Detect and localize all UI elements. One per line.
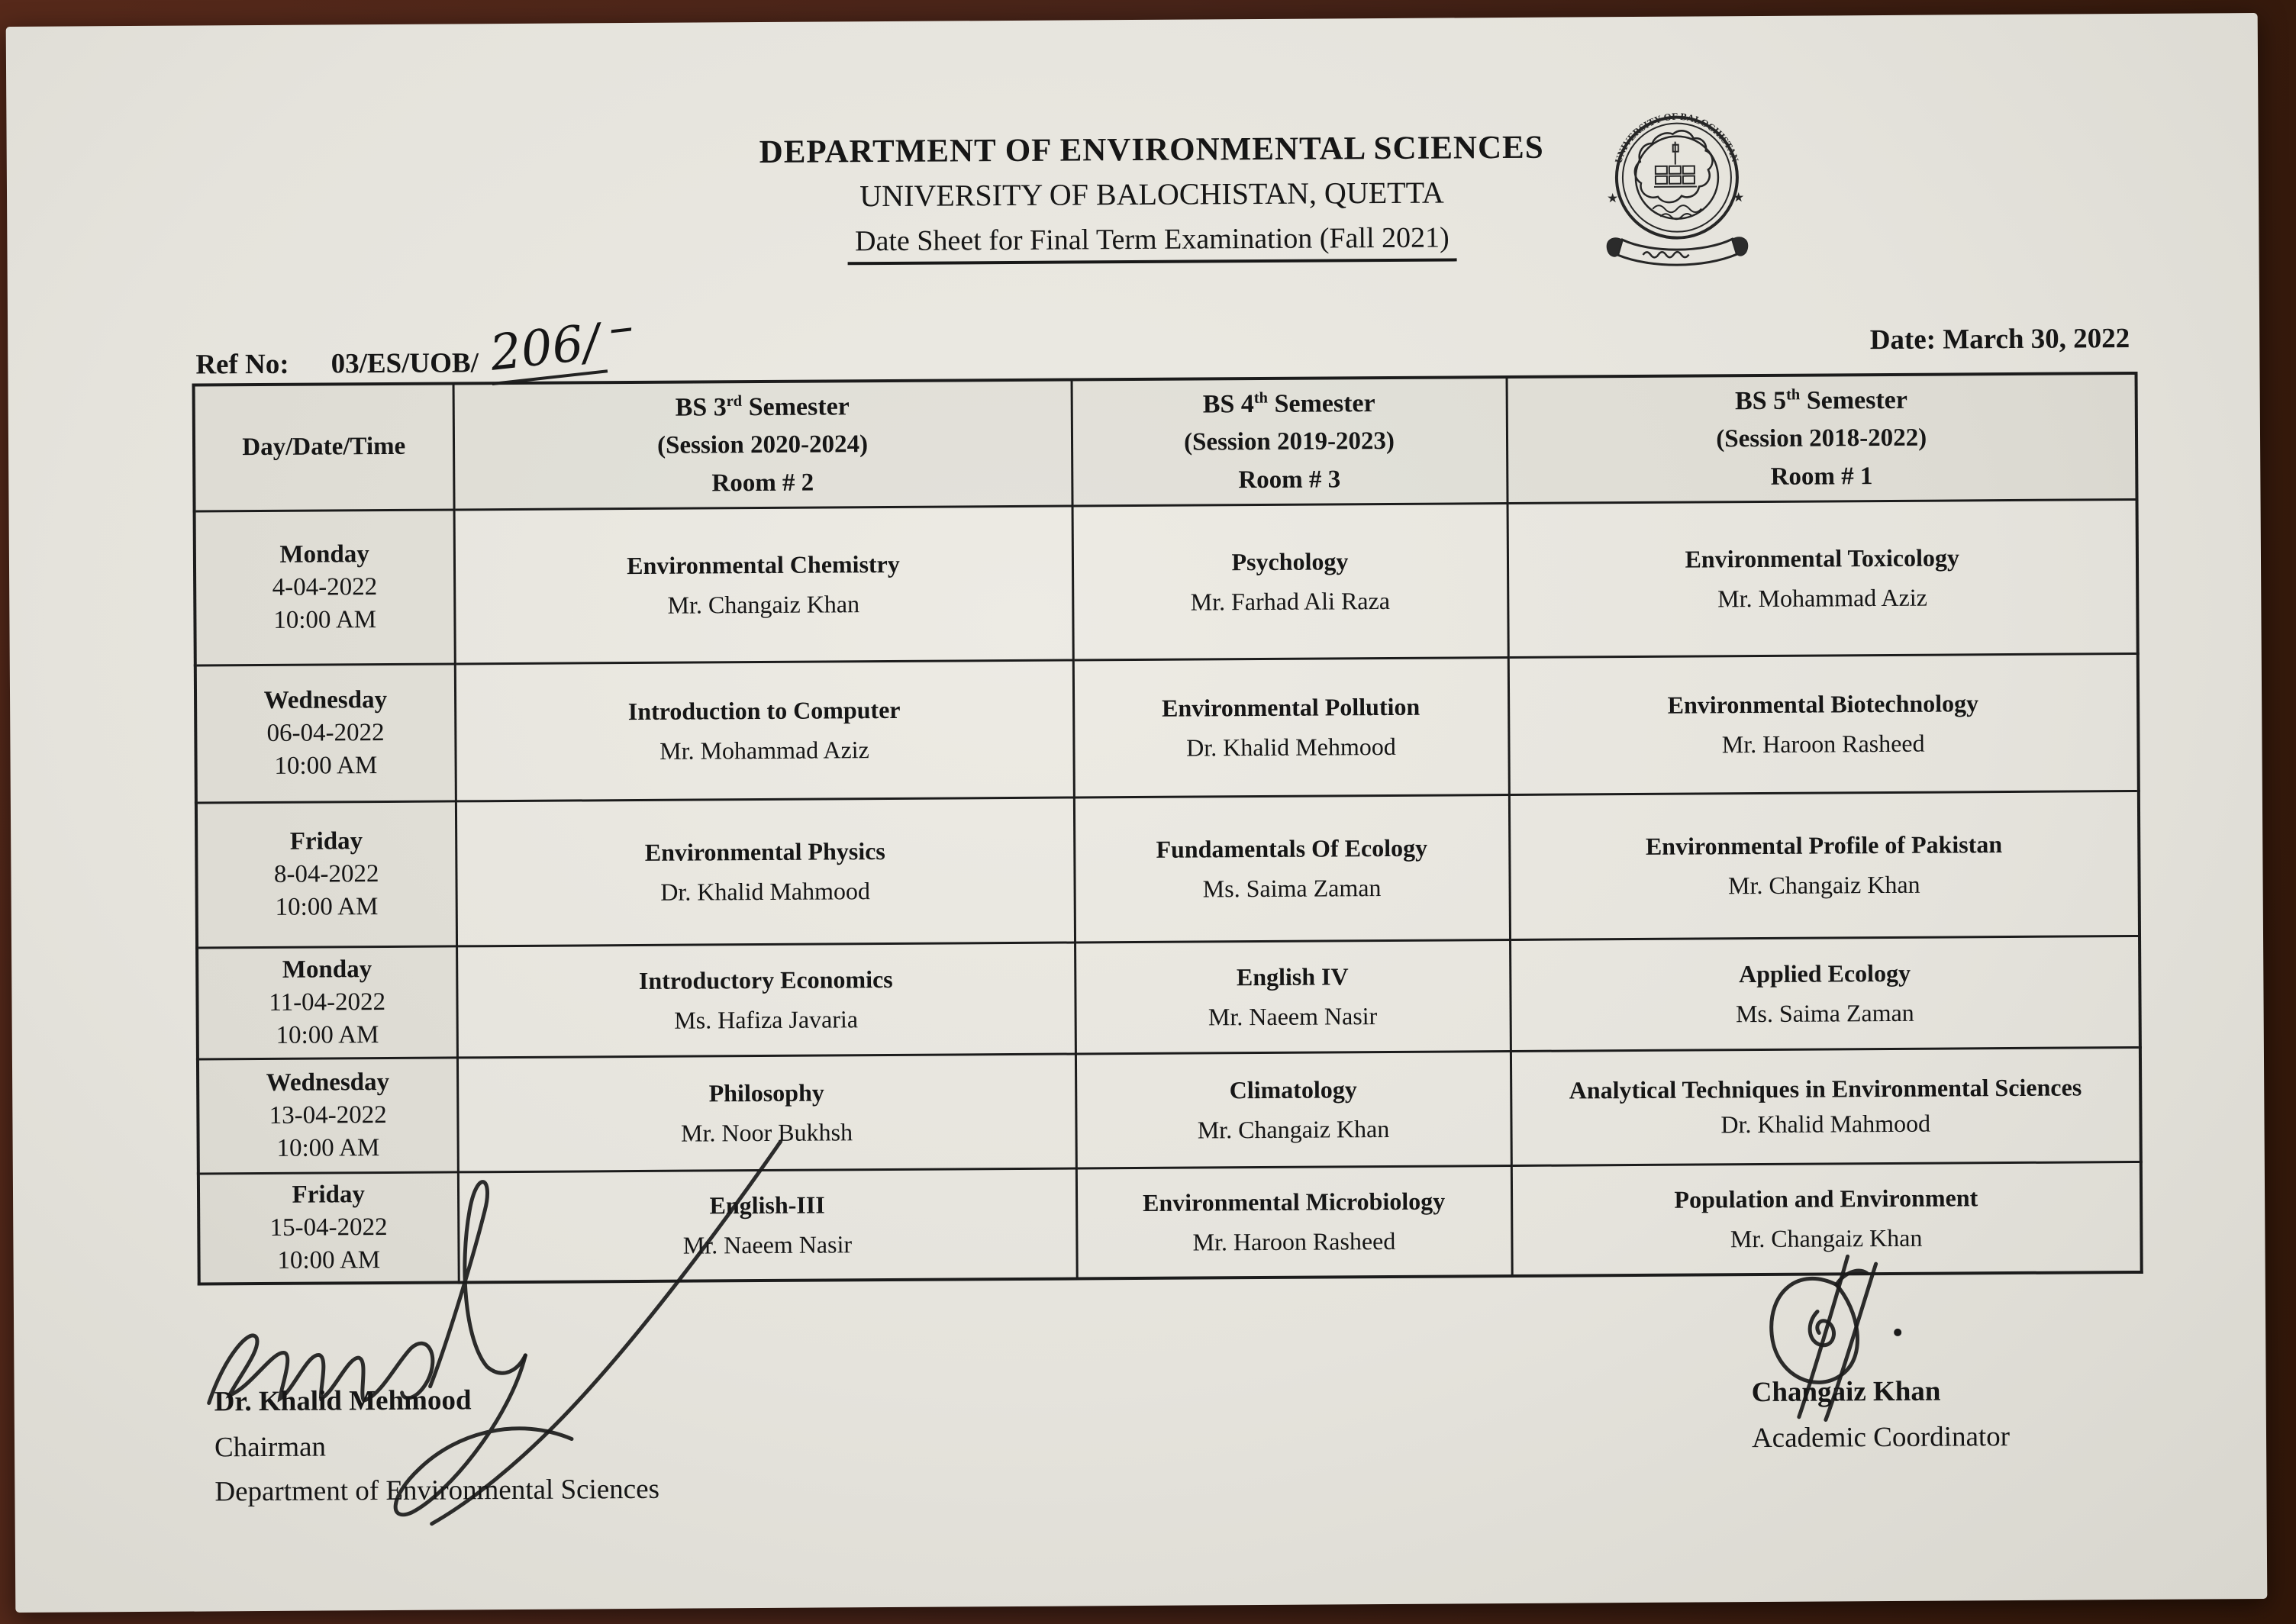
ref-no-label: Ref No: — [195, 348, 289, 381]
table-row — [196, 791, 2140, 948]
date-label: Date: — [1869, 324, 1936, 356]
day-cell: Wednesday 06-04-2022 10:00 AM — [195, 664, 456, 803]
exam-cell: Introduction to Computer Mr. Mohammad Aziz — [455, 660, 1074, 801]
coordinator-name: Changaiz Khan — [1751, 1375, 1941, 1409]
exam-cell: Psychology Mr. Farhad Ali Raza — [1072, 504, 1508, 660]
exam-cell: Environmental Physics Dr. Khalid Mahmood — [456, 798, 1075, 946]
seal-urdu-script-icon — [1653, 205, 1701, 219]
day-cell: Monday 11-04-2022 10:00 AM — [197, 946, 457, 1059]
exam-cell: English IV Mr. Naeem Nasir — [1075, 940, 1511, 1054]
chairman-name: Dr. Khalid Mehmood — [214, 1384, 472, 1418]
seal-star-left-icon: ★ — [1607, 191, 1619, 206]
day-cell: Friday 15-04-2022 10:00 AM — [198, 1172, 459, 1284]
seal-map-emblem-icon — [1635, 130, 1713, 202]
ref-no-value: 03/ES/UOB/ — [331, 347, 479, 380]
seal-ring-text: UNIVERSITY OF BALOCHISTAN — [1612, 110, 1742, 165]
exam-cell: Climatology Mr. Changaiz Khan — [1075, 1052, 1511, 1168]
column-header-bs4: BS 4th Semester (Session 2019-2023) Room # 3 — [1072, 377, 1508, 506]
exam-cell: Philosophy Mr. Noor Bukhsh — [457, 1054, 1076, 1172]
coordinator-signature-block — [1752, 1374, 2011, 1466]
day-cell: Friday 8-04-2022 10:00 AM — [196, 801, 456, 948]
day-cell: Wednesday 13-04-2022 10:00 AM — [198, 1058, 458, 1174]
ref-no-handwritten: 206/– — [485, 310, 637, 382]
chairman-department: Department of Environmental Sciences — [214, 1473, 660, 1508]
seal-star-right-icon: ★ — [1733, 190, 1745, 205]
table-row — [197, 936, 2140, 1059]
exam-cell: English-III Mr. Naeem Nasir — [458, 1168, 1077, 1282]
day-cell: Monday 4-04-2022 10:00 AM — [195, 510, 455, 665]
ref-no-line — [195, 298, 636, 386]
date-value: March 30, 2022 — [1943, 323, 2130, 356]
exam-cell: Fundamentals Of Ecology Ms. Saima Zaman — [1074, 795, 1510, 942]
exam-cell: Environmental Chemistry Mr. Changaiz Khan — [454, 506, 1073, 664]
paper-sheet — [6, 13, 2268, 1613]
table-row — [195, 653, 2139, 803]
university-seal-icon — [1600, 105, 1757, 277]
column-header-day: Day/Date/Time — [194, 383, 454, 511]
chairman-signature-block — [214, 1383, 660, 1520]
chairman-title: Chairman — [214, 1431, 327, 1464]
exam-cell: Environmental Microbiology Mr. Haroon Rasheed — [1076, 1166, 1512, 1279]
table-row — [195, 499, 2138, 665]
exam-cell: Environmental Pollution Dr. Khalid Mehmood — [1073, 658, 1509, 798]
seal-ribbon-icon — [1607, 237, 1748, 266]
exam-cell: Environmental Biotechnology Mr. Haroon Rasheed — [1508, 653, 2139, 794]
exam-cell: Analytical Techniques in Environmental Sciences Dr. Khalid Mahmood — [1511, 1047, 2141, 1165]
column-header-bs3: BS 3rd Semester (Session 2020-2024) Room # 2 — [453, 380, 1072, 510]
university-title: UNIVERSITY OF BALOCHISTAN, QUETTA — [859, 175, 1444, 214]
sheet-title: Date Sheet for Final Term Examination (Fall 2021) — [847, 221, 1457, 265]
exam-cell: Environmental Toxicology Mr. Mohammad Aziz — [1508, 499, 2138, 657]
column-header-bs5: BS 5th Semester (Session 2018-2022) Room # 1 — [1507, 373, 2137, 504]
coordinator-title: Academic Coordinator — [1751, 1421, 2011, 1455]
svg-text:UNIVERSITY OF BALOCHISTAN — [1612, 110, 1742, 164]
exam-cell: Applied Ecology Ms. Saima Zaman — [1510, 936, 2140, 1051]
date-line — [1649, 322, 2130, 358]
table-header-row — [194, 373, 2137, 511]
exam-cell: Introductory Economics Ms. Hafiza Javaria — [456, 942, 1075, 1058]
exam-cell: Environmental Profile of Pakistan Mr. Changaiz Khan — [1509, 791, 2140, 939]
exam-cell: Population and Environment Mr. Changaiz Khan — [1511, 1162, 2142, 1275]
department-title: DEPARTMENT OF ENVIRONMENTAL SCIENCES — [759, 129, 1544, 171]
